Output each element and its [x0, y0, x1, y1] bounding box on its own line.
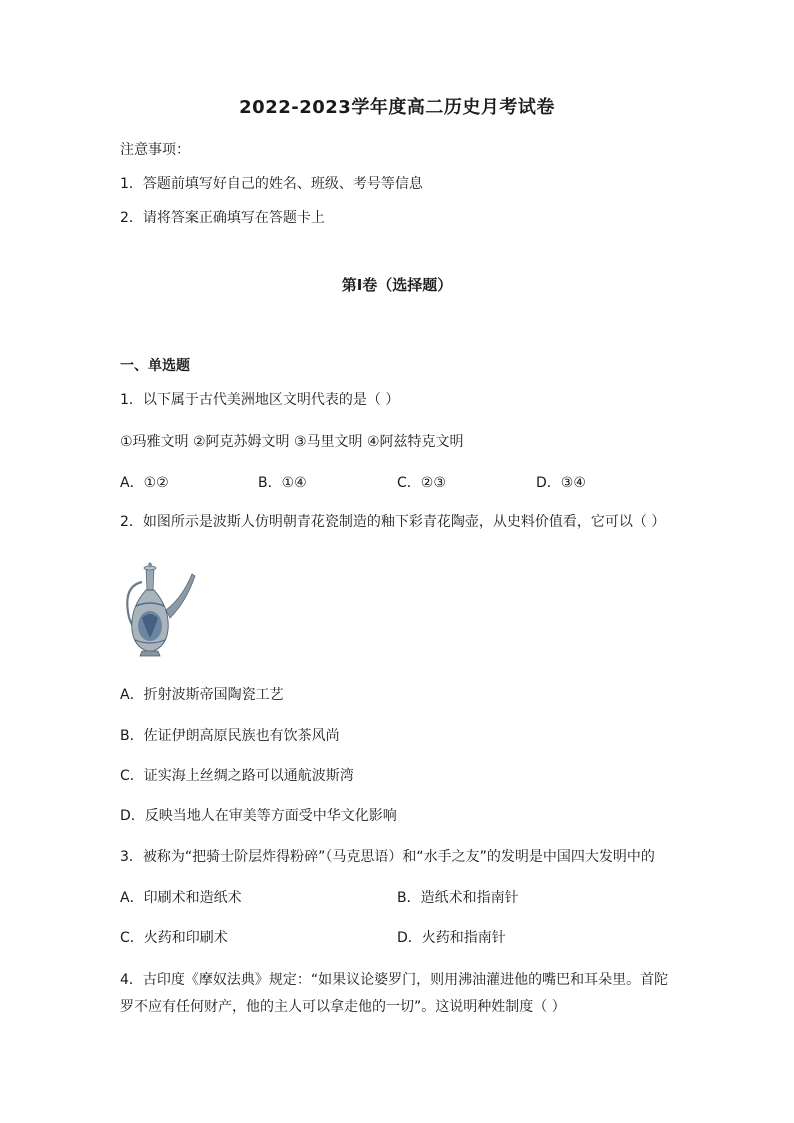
part-title: 一、单选题	[120, 358, 190, 374]
question-1-option-d: D．③④	[536, 475, 586, 491]
question-3-stem: 3．被称为“把骑士阶层炸得粉碎”（马克思语）和“水手之友”的发明是中国四大发明中的	[120, 849, 655, 865]
question-2-stem: 2．如图所示是波斯人仿明朝青花瓷制造的釉下彩青花陶壶，从史料价值看，它可以（ ）	[120, 514, 666, 530]
question-2-option-a: A．折射波斯帝国陶瓷工艺	[120, 687, 284, 703]
question-2-option-d: D．反映当地人在审美等方面受中华文化影响	[120, 808, 397, 824]
notice-item-1: 1．答题前填写好自己的姓名、班级、考号等信息	[120, 176, 423, 192]
exam-title: 2022-2023学年度高二历史月考试卷	[239, 97, 555, 118]
notice-heading: 注意事项：	[120, 142, 190, 158]
question-3-option-c: C．火药和印刷术	[120, 930, 228, 946]
section-title: 第I卷（选择题）	[341, 276, 453, 294]
question-3-option-d: D．火药和指南针	[397, 930, 506, 946]
question-2-option-b: B．佐证伊朗高原民族也有饮茶风尚	[120, 728, 340, 744]
question-1-option-c: C．②③	[397, 475, 446, 491]
question-2-option-c: C．证实海上丝绸之路可以通航波斯湾	[120, 768, 354, 784]
question-3-option-a: A．印刷术和造纸术	[120, 890, 242, 906]
question-4-stem-line-1: 4．古印度《摩奴法典》规定：“如果议论婆罗门，则用沸油灌进他的嘴巴和耳朵里。首陀	[120, 972, 669, 988]
question-3-option-b: B．造纸术和指南针	[397, 890, 519, 906]
notice-item-2: 2．请将答案正确填写在答题卡上	[120, 210, 325, 226]
question-1-stem: 1．以下属于古代美洲地区文明代表的是（ ）	[120, 392, 400, 408]
question-1-option-a: A．①②	[120, 475, 169, 491]
blue-white-ewer-image	[120, 560, 202, 660]
question-1-items: ①玛雅文明 ②阿克苏姆文明 ③马里文明 ④阿兹特克文明	[120, 434, 464, 450]
question-1-option-b: B．①④	[258, 475, 307, 491]
question-4-stem-line-2: 罗不应有任何财产，他的主人可以拿走他的一切”。这说明种姓制度（ ）	[120, 999, 566, 1015]
